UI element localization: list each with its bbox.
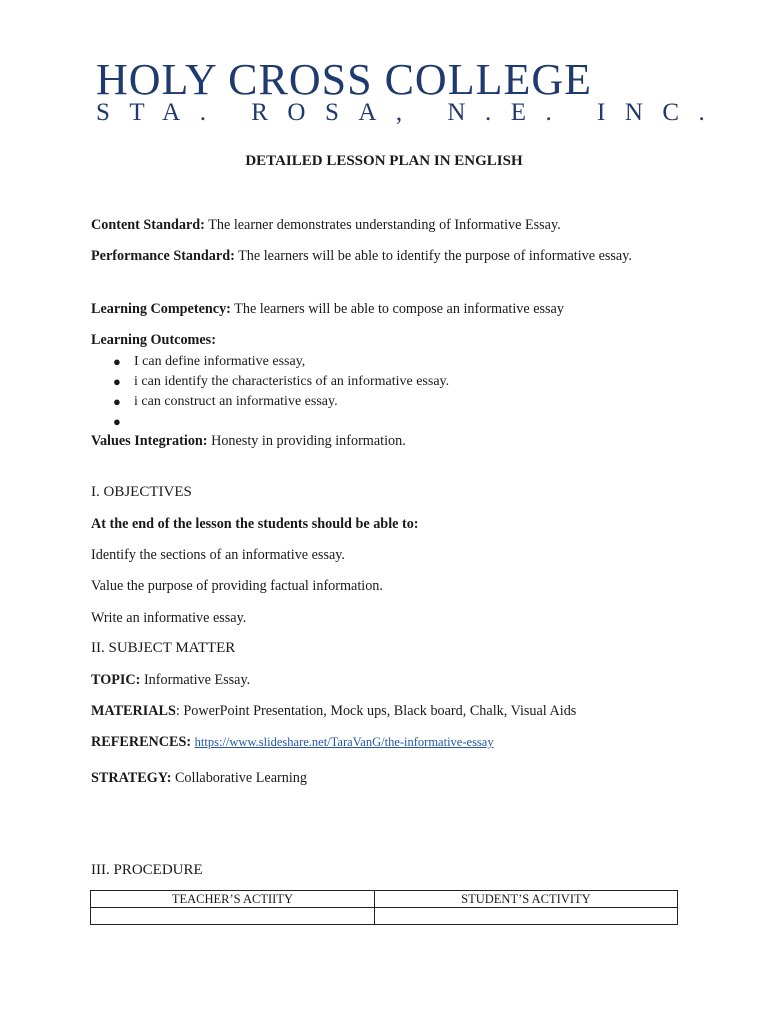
procedure-table: [90, 890, 678, 925]
materials: [91, 701, 681, 721]
topic-text: Informative Essay.: [140, 672, 251, 688]
content-standard-text: The learner demonstrates understanding of Informative Essay.: [204, 217, 561, 233]
learning-competency-text: The learners will be able to compose an informative essay: [230, 301, 564, 317]
learning-outcomes-label: Learning Outcomes:: [91, 332, 216, 348]
materials-text: : PowerPoint Presentation, Mock ups, Black board, Chalk, Visual Aids: [175, 703, 577, 719]
subject-matter-heading: II. SUBJECT MATTER: [91, 640, 236, 656]
topic-label: TOPIC:: [91, 672, 141, 688]
table-cell: [91, 908, 375, 925]
strategy-text: Collaborative Learning: [171, 770, 307, 786]
objectives-heading: I. OBJECTIVES: [91, 484, 192, 500]
table-header-row: [91, 891, 678, 908]
learning-competency: [91, 299, 681, 319]
performance-standard: [91, 246, 681, 266]
college-logo: [96, 55, 725, 126]
table-row: [91, 908, 678, 925]
content-standard: [91, 215, 681, 235]
content-standard-label: Content Standard:: [91, 217, 205, 233]
procedure-heading: III. PROCEDURE: [91, 862, 203, 878]
bullet-icon: ●: [113, 414, 121, 429]
bullet-icon: ●: [113, 394, 121, 409]
learning-outcomes-list: [91, 352, 449, 432]
performance-standard-text: The learners will be able to identify the purpose of informative essay.: [234, 248, 632, 264]
college-name: HOLY CROSS COLLEGE: [96, 55, 592, 104]
list-item: ● I can define informative essay,: [91, 352, 449, 372]
college-subtitle: STA. ROSA, N.E. INC.: [96, 99, 725, 126]
topic: [91, 670, 681, 690]
objectives-intro: At the end of the lesson the students should be able to:: [91, 516, 419, 532]
values-integration: [91, 431, 681, 451]
bullet-icon: ●: [113, 374, 121, 389]
values-integration-label: Values Integration:: [91, 433, 208, 449]
materials-label: MATERIALS: [91, 703, 176, 719]
strategy: [91, 768, 681, 788]
list-item: [91, 412, 449, 432]
list-item: ● i can construct an informative essay.: [91, 392, 449, 412]
objective-item: Value the purpose of providing factual information.: [91, 578, 383, 594]
bullet-icon: ●: [113, 354, 121, 369]
objective-item: Write an informative essay.: [91, 610, 247, 626]
teacher-activity-header: TEACHER’S ACTIITY: [91, 891, 375, 908]
references-label: REFERENCES:: [91, 734, 192, 750]
student-activity-header: STUDENT’S ACTIVITY: [374, 891, 677, 908]
references-link[interactable]: https://www.slideshare.net/TaraVanG/the-informative-essay: [194, 735, 494, 749]
objective-item: Identify the sections of an informative essay.: [91, 547, 345, 563]
learning-competency-label: Learning Competency:: [91, 301, 231, 317]
document-title: DETAILED LESSON PLAN IN ENGLISH: [245, 153, 523, 169]
values-integration-text: Honesty in providing information.: [207, 433, 406, 449]
list-item: ● i can identify the characteristics of an informative essay.: [91, 372, 449, 392]
performance-standard-label: Performance Standard:: [91, 248, 235, 264]
references: [91, 732, 681, 752]
table-cell: [374, 908, 677, 925]
strategy-label: STRATEGY:: [91, 770, 172, 786]
